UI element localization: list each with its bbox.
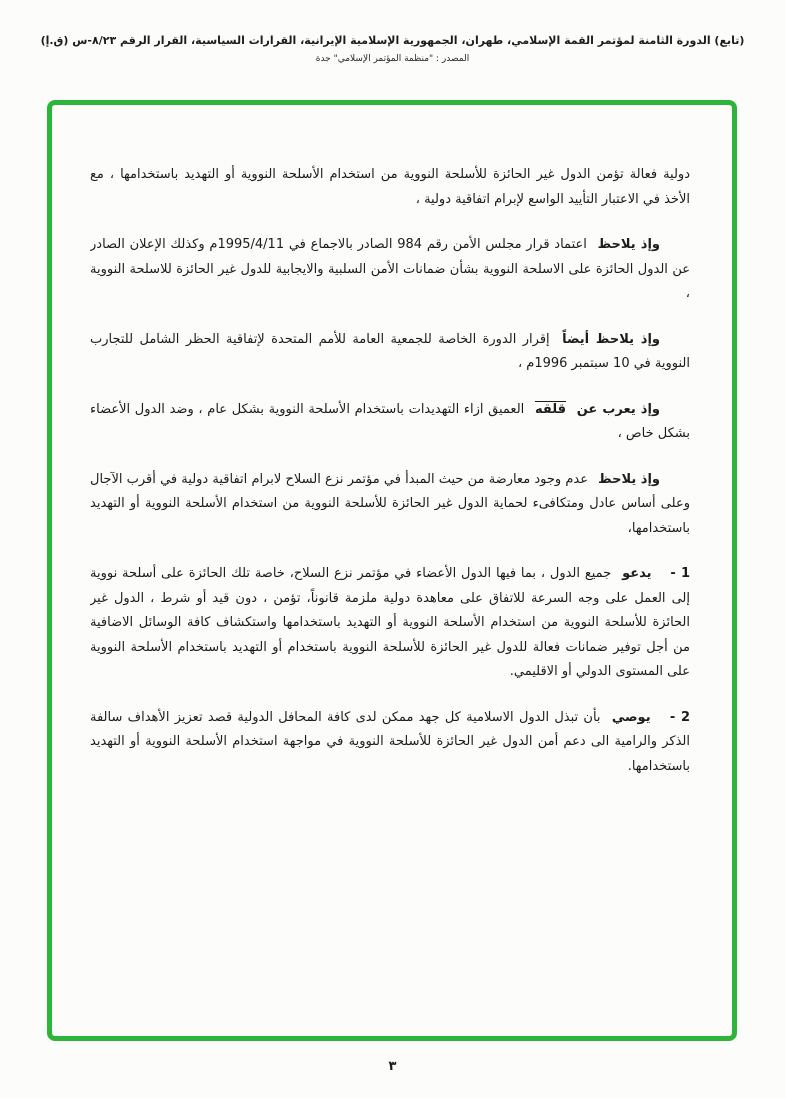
paragraph-text: العميق ازاء التهديدات باستخدام الأسلحة النووية بشكل عام ، وضد الدول الأعضاء بشكل خاص ، <box>90 401 690 441</box>
clause-text: بأن تبذل الدول الاسلامية كل جهد ممكن لدى كافة المحافل الدولية قصد تعزيز الأهداف سالفة الذكر والرامية الى دعم أمن الدول غير الحائزة للأسلحة النووية في مواجهة استخدام الأسلحة النووية أو التهديد باستخدامها. <box>90 709 690 774</box>
clause-number: 1 - <box>670 566 690 581</box>
preamble-paragraph <box>90 328 690 377</box>
clause-text: جميع الدول ، بما فيها الدول الأعضاء في مؤتمر نزع السلاح، خاصة تلك الحائزة على أسلحة نووية إلى العمل على وجه السرعة للاتفاق على معاهدة دولية ملزمة قانوناً، تؤمن ، دون قيد أو شرط ، الدول غير الحائزة للأسلحة النووية من استخدام الأسلحة النووية أو التهديد باستخدامها واستكشاف كافة الوسائل الاضافية من أجل توفير ضمانات فعالة للدول غير الحائزة للأسلحة النووية باستخدام أو التهديد باستخدام الأسلحة النووية على المستوى الدولي أو الاقليمي. <box>90 566 690 679</box>
paragraph-lead: وإذ يلاحظ <box>597 237 661 252</box>
header-source: المصدر : "منظمة المؤتمر الإسلامي" جدة <box>315 54 470 64</box>
numbered-clause <box>90 706 690 780</box>
paragraph-lead: وإذ يلاحظ أيضاً <box>562 331 660 347</box>
preamble-paragraph <box>90 468 690 542</box>
paragraph-text: دولية فعالة تؤمن الدول غير الحائزة للأسلحة النووية من استخدام الأسلحة النووية أو التهديد باستخدامها ، مع الأخذ في الاعتبار التأييد الواسع لإبرام اتفاقية دولية ، <box>90 167 690 207</box>
page-number: ٣ <box>388 1059 397 1074</box>
preamble-paragraph <box>90 233 690 307</box>
document-body <box>90 163 690 1020</box>
clause-lead: يوصي <box>611 709 651 725</box>
paragraph-text: اعتماد قرار مجلس الأمن رقم 984 الصادر بالاجماع في 1995/4/11م وكذلك الإعلان الصادر عن الدول الحائزة على الاسلحة النووية بشأن ضمانات الأمن السلبية والايجابية للدول غير الحائزة للاسلحة النووية ، <box>90 237 690 301</box>
clause-number: 2 - <box>669 709 690 725</box>
continuation-paragraph <box>90 163 690 212</box>
paragraph-lead: وإذ يعرب عن <box>576 401 661 417</box>
green-border-frame <box>47 100 737 1041</box>
header-citation: (تابع) الدورة الثامنة لمؤتمر القمة الإسلامي، طهران، الجمهورية الإسلامية الإيرانية، القرارات السياسية، القرار الرقم ٨/٢٣-س (ق.إ) <box>40 34 745 47</box>
clause-lead: يدعو <box>622 566 652 581</box>
paragraph-text: عدم وجود معارضة من حيث المبدأ في مؤتمر نزع السلاح لابرام اتفاقية دولية في أقرب الآجال وعلى أساس عادل ومتكافىء لحماية الدول غير الحائزة للأسلحة النووية من استخدام الأسلحة النووية أو التهديد باستخدامها، <box>90 471 690 536</box>
document-header <box>0 33 785 64</box>
preamble-paragraph <box>90 398 690 447</box>
paragraph-lead-emphasis: قلقه <box>534 401 567 417</box>
numbered-clause <box>90 562 690 685</box>
paragraph-lead: وإذ يلاحظ <box>598 471 660 487</box>
paragraph-text: إقرار الدورة الخاصة للجمعية العامة للأمم المتحدة لإتفاقية الحظر الشامل للتجارب النووية في 10 سبتمبر 1996م ، <box>90 331 690 371</box>
